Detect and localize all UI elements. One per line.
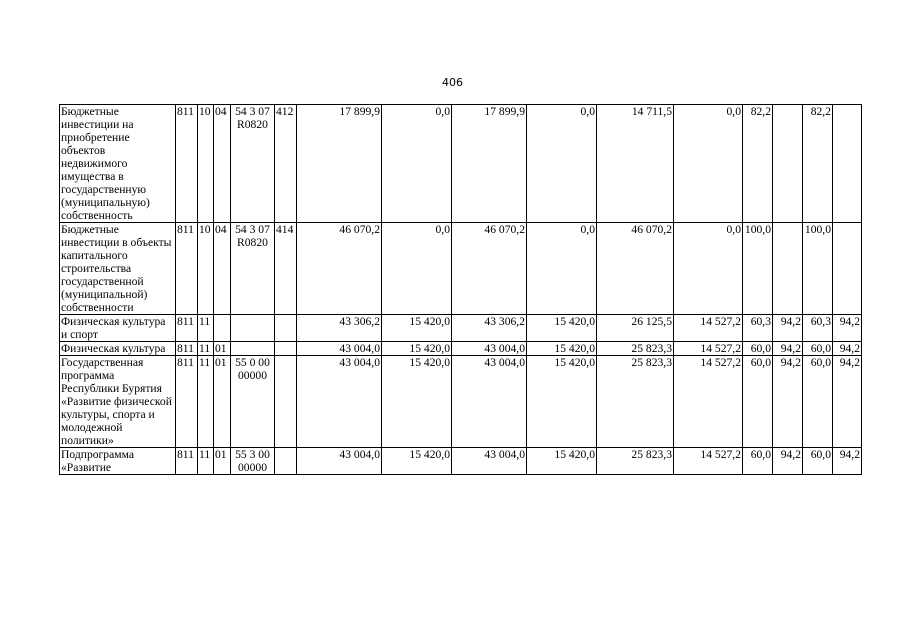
value-cell: 60,3 [743, 315, 773, 342]
target-article-cell [231, 342, 275, 356]
value-cell: 0,0 [527, 223, 597, 315]
value-cell: 60,0 [803, 356, 833, 448]
section-code-cell: 11 [198, 342, 214, 356]
value-cell: 82,2 [803, 105, 833, 223]
value-cell [833, 223, 862, 315]
ved-code-cell: 811 [176, 356, 198, 448]
value-cell: 94,2 [833, 342, 862, 356]
ved-code-cell: 811 [176, 448, 198, 475]
value-cell: 94,2 [773, 342, 803, 356]
row-name-cell: Подпрограмма «Развитие [60, 448, 176, 475]
value-cell: 0,0 [382, 223, 452, 315]
value-cell: 43 004,0 [297, 448, 382, 475]
value-cell: 100,0 [803, 223, 833, 315]
value-cell: 43 004,0 [297, 356, 382, 448]
value-cell: 15 420,0 [527, 356, 597, 448]
value-cell: 43 306,2 [297, 315, 382, 342]
value-cell: 94,2 [833, 448, 862, 475]
target-article-cell: 54 3 07 R0820 [231, 223, 275, 315]
section-code-cell: 11 [198, 356, 214, 448]
target-article-cell: 54 3 07 R0820 [231, 105, 275, 223]
value-cell: 94,2 [773, 448, 803, 475]
table-row [60, 356, 862, 448]
value-cell: 0,0 [527, 105, 597, 223]
value-cell: 43 004,0 [452, 356, 527, 448]
expense-type-cell [275, 315, 297, 342]
subsection-code-cell: 01 [214, 448, 231, 475]
value-cell: 14 527,2 [674, 342, 743, 356]
subsection-code-cell: 04 [214, 223, 231, 315]
table-row [60, 342, 862, 356]
target-article-cell: 55 0 00 00000 [231, 356, 275, 448]
value-cell: 60,0 [803, 342, 833, 356]
value-cell: 46 070,2 [452, 223, 527, 315]
value-cell: 60,0 [743, 356, 773, 448]
value-cell: 15 420,0 [382, 315, 452, 342]
value-cell: 60,3 [803, 315, 833, 342]
table-row [60, 315, 862, 342]
value-cell: 25 823,3 [597, 356, 674, 448]
subsection-code-cell: 04 [214, 105, 231, 223]
value-cell: 43 004,0 [297, 342, 382, 356]
value-cell: 82,2 [743, 105, 773, 223]
value-cell: 94,2 [773, 315, 803, 342]
expense-type-cell [275, 342, 297, 356]
expense-type-cell [275, 448, 297, 475]
section-code-cell: 10 [198, 105, 214, 223]
value-cell: 15 420,0 [527, 342, 597, 356]
row-name-cell: Физическая культура [60, 342, 176, 356]
table-row [60, 448, 862, 475]
value-cell: 15 420,0 [527, 448, 597, 475]
value-cell: 14 527,2 [674, 448, 743, 475]
value-cell: 15 420,0 [382, 356, 452, 448]
value-cell [773, 105, 803, 223]
value-cell: 15 420,0 [527, 315, 597, 342]
value-cell: 60,0 [803, 448, 833, 475]
section-code-cell: 10 [198, 223, 214, 315]
expense-type-cell [275, 356, 297, 448]
page-number: 406 [442, 76, 463, 89]
value-cell: 46 070,2 [597, 223, 674, 315]
value-cell: 43 306,2 [452, 315, 527, 342]
subsection-code-cell [214, 315, 231, 342]
subsection-code-cell: 01 [214, 356, 231, 448]
table-row [60, 223, 862, 315]
value-cell: 0,0 [674, 105, 743, 223]
row-name-cell: Государственная программа Республики Бурятия «Развитие физической культуры, спорта и молодежной политики» [60, 356, 176, 448]
value-cell: 100,0 [743, 223, 773, 315]
row-name-cell: Физическая культура и спорт [60, 315, 176, 342]
expense-type-cell: 414 [275, 223, 297, 315]
ved-code-cell: 811 [176, 342, 198, 356]
ved-code-cell: 811 [176, 315, 198, 342]
value-cell: 25 823,3 [597, 342, 674, 356]
expense-type-cell: 412 [275, 105, 297, 223]
ved-code-cell: 811 [176, 105, 198, 223]
table-row [60, 105, 862, 223]
subsection-code-cell: 01 [214, 342, 231, 356]
section-code-cell: 11 [198, 315, 214, 342]
value-cell: 60,0 [743, 448, 773, 475]
value-cell: 14 527,2 [674, 315, 743, 342]
value-cell: 15 420,0 [382, 448, 452, 475]
value-cell: 94,2 [833, 356, 862, 448]
value-cell [833, 105, 862, 223]
value-cell: 17 899,9 [297, 105, 382, 223]
target-article-cell [231, 315, 275, 342]
value-cell [773, 223, 803, 315]
target-article-cell: 55 3 00 00000 [231, 448, 275, 475]
value-cell: 60,0 [743, 342, 773, 356]
value-cell: 15 420,0 [382, 342, 452, 356]
value-cell: 43 004,0 [452, 342, 527, 356]
value-cell: 14 711,5 [597, 105, 674, 223]
value-cell: 14 527,2 [674, 356, 743, 448]
row-name-cell: Бюджетные инвестиции на приобретение объектов недвижимого имущества в государственную (муниципальную) собственность [60, 105, 176, 223]
value-cell: 0,0 [382, 105, 452, 223]
value-cell: 26 125,5 [597, 315, 674, 342]
value-cell: 94,2 [773, 356, 803, 448]
value-cell: 94,2 [833, 315, 862, 342]
value-cell: 25 823,3 [597, 448, 674, 475]
row-name-cell: Бюджетные инвестиции в объекты капитального строительства государственной (муниципальной) собственности [60, 223, 176, 315]
value-cell: 0,0 [674, 223, 743, 315]
ved-code-cell: 811 [176, 223, 198, 315]
section-code-cell: 11 [198, 448, 214, 475]
budget-table [59, 104, 862, 475]
value-cell: 43 004,0 [452, 448, 527, 475]
value-cell: 46 070,2 [297, 223, 382, 315]
value-cell: 17 899,9 [452, 105, 527, 223]
